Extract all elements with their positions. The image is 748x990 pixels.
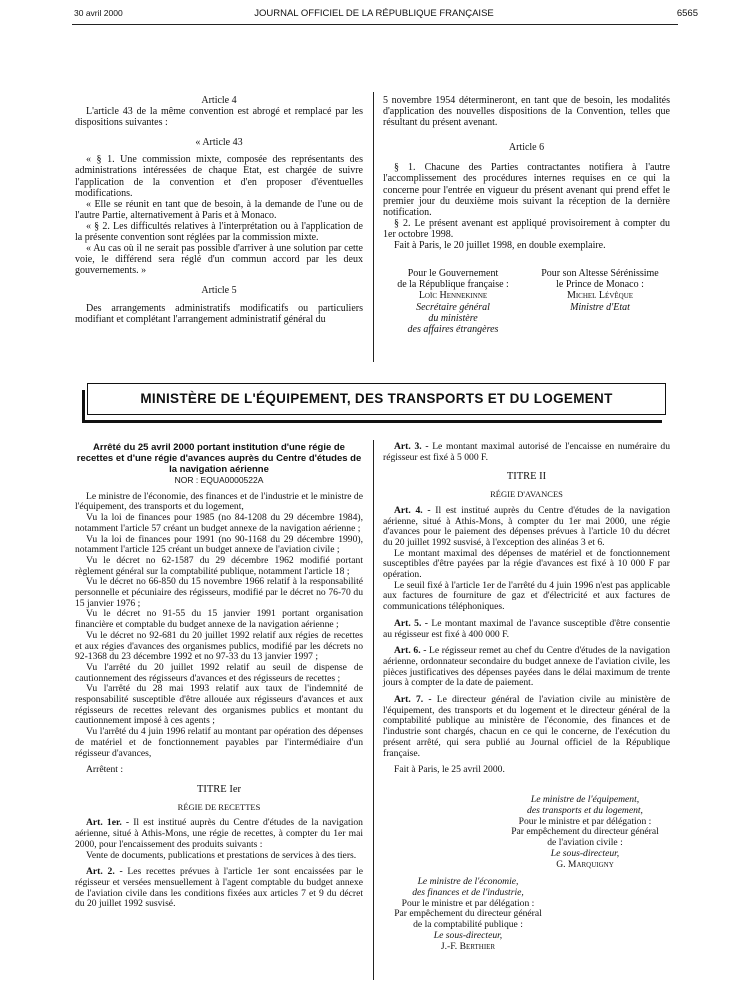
arrete-vu-6: Vu le décret no 92-681 du 20 juillet 1992 relatif aux régies de recettes et aux régies d'avances des organismes publics, modifié par les décrets no 92-1368 du 23 décembre 1992 et no 97-33 du 13 janvier 1997 ; (75, 629, 363, 663)
sig2-line3: Pour le ministre et par délégation : (401, 897, 535, 909)
sig2-name: J.-F. Berthier (440, 940, 496, 952)
article43-p1: « § 1. Une commission mixte, composée des représentants des administrations intéressées de chaque Etat, est chargée de suivre l'application de la convention et d'en proposer d'éventuelles modifications. (75, 154, 363, 199)
art5-label: Art. 5. - (394, 617, 428, 629)
art6-label: Art. 6. - (394, 645, 427, 657)
article5-text: Des arrangements administratifs modificatifs ou particuliers modifiant et complétant l'arrangement administratif général du (75, 302, 363, 325)
arrete-nor: NOR : EQUA0000522A (174, 475, 264, 485)
arrete-fait: Fait à Paris, le 25 avril 2000. (394, 764, 505, 776)
sig-monaco-line1: Pour son Altesse Sérénissime (541, 268, 659, 279)
sig1-line4: Par empêchement du directeur général (511, 826, 659, 838)
art2-text: Les recettes prévues à l'article 1er sont encaissées par le régisseur et versées mensuellement à l'agent comptable du budget annexe de l'aviation civile dans les conditions fixées aux articles 7 et 9 du décret du 20 juillet 1992 susvisé. (75, 866, 364, 910)
sig1-line2: des transports et du logement, (527, 804, 643, 816)
sig-monaco-role: Ministre d'Etat (570, 301, 630, 313)
sig1-name: G. Marquigny (556, 858, 614, 870)
article43-p4: « Au cas où il ne serait pas possible d'arriver à une solution par cette voie, le différend sera réglé d'un commun accord par les deux gouvernements. » (75, 243, 363, 277)
ministry-title: MINISTÈRE DE L'ÉQUIPEMENT, DES TRANSPORTS ET DU LOGEMENT (140, 391, 613, 406)
sig1-line1: Le ministre de l'équipement, (530, 794, 640, 805)
titre1-subheading: RÉGIE DE RECETTES (177, 801, 261, 812)
top-right-column (383, 95, 670, 251)
header-rule (72, 24, 678, 25)
page-header (0, 8, 748, 22)
article43-p3: « § 2. Les difficultés relatives à l'interprétation ou à l'application de la présente convention sont réglées par la commission mixte. (75, 220, 363, 244)
art4-p2: Le montant maximal des dépenses de matériel et de fonctionnement susceptibles d'être payées par la régie d'avances est fixé à 10 000 F par opération. (383, 547, 670, 581)
article5-continuation: 5 novembre 1954 détermineront, en tant que de besoin, les modalités d'application des nouvelles dispositions de la Convention, telles que résultant du présent avenant. (383, 95, 670, 129)
sig2-role: Le sous-directeur, (433, 929, 503, 941)
sig1-line5: de l'aviation civile : (547, 837, 623, 849)
art4-p3: Le seuil fixé à l'article 1er de l'arrêté du 4 juin 1996 n'est pas applicable aux factures de fourniture de gaz et d'électricité et aux factures de communications téléphoniques. (383, 579, 670, 613)
signature-france (383, 268, 523, 335)
arrete-vu-5: Vu le décret no 91-55 du 15 janvier 1991 portant organisation financière et comptable du budget annexe de la navigation aérienne ; (75, 608, 363, 631)
arrete-column-divider (373, 440, 374, 980)
ministry-banner (87, 383, 666, 415)
signature-monaco (530, 268, 670, 313)
arrete-vu-4: Vu le décret no 66-850 du 15 novembre 1966 relatif à la responsabilité personnelle et pécuniaire des régisseurs, modifié par le décret no 76-70 du 15 janvier 1976 ; (75, 576, 363, 609)
top-column-divider (373, 92, 374, 362)
article43-heading: « Article 43 (195, 137, 243, 149)
arrete-vu-9: Vu l'arrêté du 4 juin 1996 relatif au montant par opération des dépenses de matériel et de fonctionnement payables par l'intermédiaire d'un régisseur d'avances, (75, 726, 363, 759)
arrete-intro: Le ministre de l'économie, des finances et de l'industrie et le ministre de l'équipement, des transports et du logement, (75, 490, 363, 513)
art7-text: Le directeur général de l'aviation civile au ministère de l'équipement, des transports et du logement et le directeur général de la comptabilité publique au ministère de l'économie, des finances et de l'industrie sont chargés, chacun en ce qui le concerne, de l'exécution du présent arrêté, qui sera publié au Journal officiel de la République française. (383, 694, 670, 759)
sig-france-line2: de la République française : (397, 279, 509, 291)
titre2-heading: TITRE II (506, 471, 547, 483)
sig-france-line1: Pour le Gouvernement (407, 268, 499, 279)
art1-text: Il est institué auprès du Centre d'études de la navigation aérienne, situé à Athis-Mons, une régie de recettes, à compter du 1er mai 2000, pour l'encaissement des produits suivants : (75, 817, 363, 850)
art3-label: Art. 3. - (394, 441, 429, 452)
sig2-line5: de la comptabilité publique : (413, 919, 523, 931)
art1-p2: Vente de documents, publications et prestations de services à des tiers. (86, 849, 357, 861)
art7-label: Art. 7. - (394, 694, 432, 706)
sig2-line1: Le ministre de l'économie, (417, 876, 519, 887)
art1-label: Art. 1er. - (86, 817, 130, 829)
sig1-role: Le sous-directeur, (550, 847, 620, 859)
sig-france-role1: Secrétaire général (416, 301, 490, 313)
art4-label: Art. 4. - (394, 504, 431, 516)
arrete-vu-1: Vu la loi de finances pour 1985 (no 84-1208 du 29 décembre 1984), notamment l'article 57 créant un budget annexe de la navigation aérienne ; (75, 512, 363, 534)
sig-monaco-line2: le Prince de Monaco : (556, 279, 644, 291)
article43-p2: « Elle se réunit en tant que de besoin, à la demande de l'une ou de l'autre Partie, alternativement à Paris et à Monaco. (75, 198, 363, 221)
art2-label: Art. 2. - (86, 866, 123, 878)
signing-place-date: Fait à Paris, le 20 juillet 1998, en double exemplaire. (394, 240, 606, 252)
art4-text: Il est institué auprès du Centre d'études de la navigation aérienne, situé à Athis-Mons, à compter du 1er mai 2000, une régie d'avances pour le paiement des dépenses prévues à l'article 10 du décret du 20 juillet 1992 susvisé, à l'exception des alinéas 3 et 6. (383, 504, 670, 548)
sig-france-name: Loïc Hennekinne (418, 290, 488, 302)
sig1-line3: Pour le ministre et par délégation : (518, 815, 652, 827)
arrete-title: Arrêté du 25 avril 2000 portant institution d'une régie de recettes et d'une régie d'avances auprès du Centre d'études de la navigation aérienne (76, 442, 362, 475)
article5-heading: Article 5 (201, 285, 237, 297)
arrete-vu-8: Vu l'arrêté du 28 mai 1993 relatif aux taux de l'indemnité de responsabilité susceptible d'être allouée aux régisseurs d'avances et aux régisseurs de recettes relevant des organismes publics et montant du cautionnement imposé à ces agents ; (75, 683, 363, 727)
sig2-line4: Par empêchement du directeur général (394, 908, 542, 920)
article6-p1: § 1. Chacune des Parties contractantes notifiera à l'autre l'accomplissement des procédures internes requises en ce qui la concerne pour l'entrée en vigueur du présent avenant qui prend effet le premier jour du deuxième mois suivant la réception de la dernière notification. (383, 162, 670, 218)
arretent: Arrêtent : (86, 764, 124, 776)
arrete-vu-2: Vu la loi de finances pour 1991 (no 90-1168 du 29 décembre 1990), notamment l'article 125 créant un budget annexe de l'aviation civile ; (75, 533, 363, 556)
arrete-vu-7: Vu l'arrêté du 20 juillet 1992 relatif au seuil de dispense de cautionnement des régisseurs d'avances et des régisseurs de recettes ; (75, 661, 363, 684)
sig-france-role3: des affaires étrangères (407, 324, 499, 336)
header-page-number: 6565 (676, 8, 698, 19)
sig-france-role2: du ministère (428, 312, 478, 324)
sig2-line2: des finances et de l'industrie, (412, 886, 524, 898)
titre2-subheading: RÉGIE D'AVANCES (490, 489, 563, 500)
article6-p2: § 2. Le présent avenant est appliqué provisoirement à compter du 1er octobre 1998. (383, 217, 670, 240)
sig-monaco-name: Michel Lévêque (566, 290, 634, 302)
article4-heading: Article 4 (201, 95, 237, 106)
header-date: 30 avril 2000 (74, 8, 123, 18)
arrete-left-column (75, 442, 363, 910)
treaty-signatures (383, 268, 670, 340)
titre1-heading: TITRE Ier (196, 783, 242, 795)
header-journal-title: JOURNAL OFFICIEL DE LA RÉPUBLIQUE FRANÇAISE (254, 8, 494, 19)
article6-heading: Article 6 (508, 142, 545, 154)
article4-text: L'article 43 de la même convention est abrogé et remplacé par les dispositions suivantes : (75, 106, 363, 129)
art5-text: Le montant maximal de l'avance susceptible d'être consentie au régisseur est fixé à 400 000 F. (383, 617, 670, 640)
art3-text: Le montant maximal autorisé de l'encaisse en numéraire du régisseur est fixé à 5 000 F. (383, 441, 670, 463)
top-left-column (75, 95, 363, 325)
art6-text: Le régisseur remet au chef du Centre d'études de la navigation aérienne, ordonnateur secondaire du budget annexe de l'aviation civile, les pièces justificatives des dépenses payées dans le délai maximum de trente jours à compter de la date de paiement. (383, 645, 670, 689)
arrete-right-column (383, 442, 670, 776)
arrete-vu-3: Vu le décret no 62-1587 du 29 décembre 1962 modifié portant règlement général sur la comptabilité publique, notamment l'article 18 ; (75, 554, 363, 577)
